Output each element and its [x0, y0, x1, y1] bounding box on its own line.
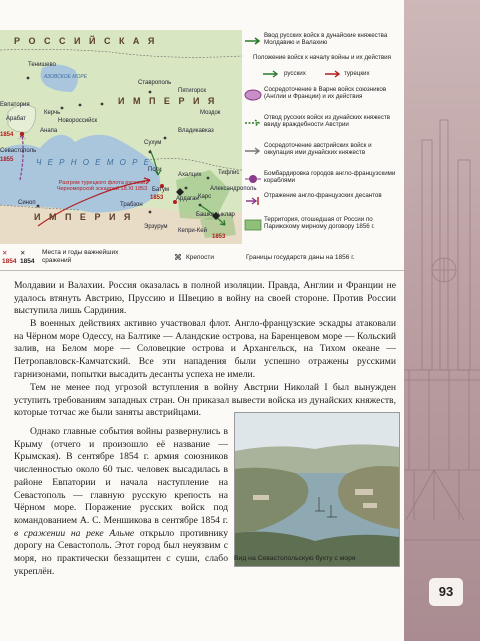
allied-army-icon	[244, 88, 262, 102]
paragraph-1: Молдавии и Валахии. Россия оказалась в полной изоляции. Правда, Англии и Франции не удалось втянуть Австрию, Пруссию и Швецию в войну на своей стороне. Против России выступила лишь Сардиния.	[14, 280, 396, 317]
city-label: Пятигорск	[178, 88, 207, 94]
city-label: Батум	[152, 187, 170, 193]
city-label: Ставрополь	[138, 80, 172, 86]
city-label: Поти	[148, 167, 162, 173]
paragraph-3: Тем не менее под угрозой вступления в войну Австрии Николай I был вынужден уступить требованиям западных стран. Он приказал вывести войска из дунайских княжеств, которые тотчас же были заняты австрийцами.	[14, 382, 396, 419]
legend-fortresses-label: Крепости	[186, 254, 215, 261]
city-label: Эрзурум	[144, 224, 168, 230]
paragraph-4: Однако главные события войны развернулись в Крыму (отчего и произошло её название — Крымская). В сентябре 1854 г. армия союзников численностью около 60 тыс. человек высадилась в районе Евпатории и начала наступление на Севастополь — главную русскую крепость на Чёрном море. Поражение русских войск под командованием А. С. Меншикова в сентябре 1854 г. в сражении на реке Альме открыло противнику дорогу на Севастополь. Этот город был неуязвим с моря, но практически беззащитен с суши, слабо укреплён.	[14, 426, 228, 577]
map-footer	[0, 246, 404, 271]
city-label: Ардаган	[176, 196, 199, 202]
label-russia: Р О С С И Й С К А Я	[14, 36, 158, 46]
legend-item: Сосредоточение австрийских войск и оккупация ими дунайских княжеств	[244, 142, 400, 166]
city-label: Кепри-Кей	[178, 228, 207, 234]
label-empire-ottoman: И М П Е Р И Я	[34, 212, 134, 222]
legend-turkish-label: турецких	[344, 70, 370, 77]
label-empire-russia: И М П Е Р И Я	[118, 96, 218, 106]
city-label: Керчь	[44, 110, 61, 116]
legend-item: Отвод русских войск из дунайских княжеств ввиду враждебности Австрии	[244, 114, 400, 138]
label-black-sea: Ч Е Р Н О Е М О Р Е	[36, 158, 151, 167]
city-label: Сухум	[144, 140, 162, 146]
retreat-arrow-icon	[244, 116, 262, 130]
city-label: Евпатория	[0, 102, 30, 108]
battle-year-label: 1854	[0, 132, 14, 138]
battle-cross-icon: ✕	[2, 250, 8, 257]
legend-item: Положение войск к началу войны и их действия русских турецких	[253, 54, 391, 77]
label-sinop-note: Разгром турецкого флота русской Черноморской эскадрой 18.XI 1853	[56, 180, 148, 192]
battle-alma-italic: в сражении на реке Альме	[14, 527, 135, 539]
legend-year-black: 1854	[20, 258, 35, 265]
ceded-territory-swatch	[244, 218, 262, 232]
city-label: Ахалцих	[178, 172, 202, 178]
turkish-arrow-icon	[324, 70, 342, 78]
map	[0, 30, 257, 244]
bombardment-icon	[244, 172, 262, 186]
battle-year-label: 1853	[212, 234, 226, 240]
legend-year-red: 1854	[2, 258, 17, 265]
city-label: Новороссийск	[58, 118, 98, 124]
paragraph-2: В военных действиях активно участвовал флот. Англо-французские эскадры атаковали на Чёрном море Одессу, на Балтике — Аландские острова, на Баренцевом море — Кольский залив, на Белом море — Соловецкие острова и Архангельск, на Тихом океане — Петропавловск-Камчатский. Все эти нападения были успешно отражены русскими гарнизонами, попытки высадить десанты успеха не имели.	[14, 318, 396, 380]
battle-cross-icon: ✕	[20, 250, 26, 257]
fortress-icon: ⌘	[174, 253, 182, 262]
legend-battles-label: Места и годы важнейших сражений	[42, 249, 119, 264]
city-label: Башкадыклар	[196, 212, 235, 218]
label-azov-sea: АЗОВСКОЕ МОРЕ	[44, 74, 88, 80]
city-label: Тенишево	[28, 62, 56, 68]
legend-item: Отражение англо-французских десантов	[244, 192, 400, 216]
russian-arrow-icon	[262, 70, 280, 78]
city-label: Анапа	[40, 128, 58, 134]
city-label: Владикавказ	[178, 128, 214, 134]
crimean-war-map-figure	[0, 30, 400, 272]
city-label: Моздок	[200, 110, 221, 116]
legend-item: Территория, отошедшая от России по Парижскому мирному договору 1856 г.	[244, 216, 400, 240]
legend-russian-label: русских	[284, 70, 306, 77]
city-label: Трабзон	[120, 202, 143, 208]
sevastopol-bay-painting	[234, 412, 400, 567]
austrian-army-icon	[244, 144, 262, 158]
legend-item: Ввод русских войск в дунайские княжества Молдавию и Валахию	[244, 32, 400, 56]
battle-year-label: 1855	[0, 157, 14, 163]
city-label: Синоп	[18, 200, 36, 206]
city-label: Карс	[198, 194, 212, 200]
legend-item: Сосредоточение в Варне войск союзников (Англии и Франции) и их действия	[244, 86, 400, 110]
landing-repelled-icon	[244, 194, 262, 208]
city-label: Арабат	[6, 116, 26, 122]
legend-item: Бомбардировка городов англо-французскими кораблями	[244, 170, 400, 194]
city-label: Севастополь	[0, 148, 37, 154]
battle-year-label: 1853	[150, 195, 164, 201]
sevastopol-bay-image	[235, 413, 399, 566]
photo-caption: Вид на Севастопольскую бухту с моря	[234, 555, 356, 562]
green-arrow-icon	[244, 34, 262, 48]
city-label: Тифлис	[218, 170, 240, 176]
page-number: 93	[429, 578, 463, 606]
city-label: Александрополь	[210, 186, 257, 192]
side-decor-industrial	[404, 0, 480, 641]
borders-note: Границы государств даны на 1856 г.	[246, 254, 355, 261]
